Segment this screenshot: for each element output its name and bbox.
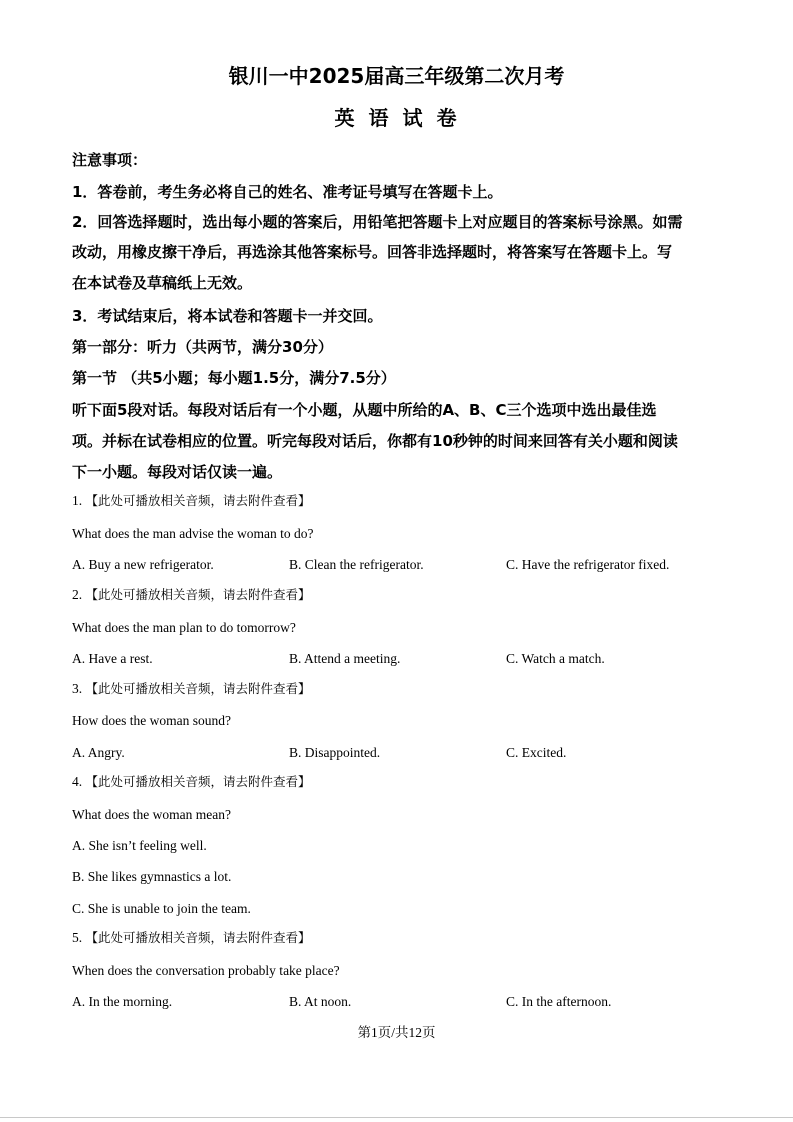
notice-item-3: 3．考试结束后，将本试卷和答题卡一并交回。 bbox=[72, 307, 383, 325]
subtitle-char: 试 bbox=[402, 106, 425, 130]
question-1-option-c: C. Have the refrigerator fixed. bbox=[506, 557, 670, 572]
exam-title: 银川一中2025届高三年级第二次月考 bbox=[228, 64, 565, 88]
question-3-header bbox=[72, 680, 311, 698]
audio-hint: 【此处可播放相关音频，请去附件查看】 bbox=[85, 930, 311, 945]
notice-item-2-line-1: 2．回答选择题时，选出每小题的答案后，用铅笔把答题卡上对应题目的答案标号涂黑。如需 bbox=[72, 213, 683, 231]
subtitle-char: 英 bbox=[334, 106, 357, 130]
question-3-stem: How does the woman sound? bbox=[72, 713, 231, 728]
notice-heading: 注意事项： bbox=[72, 151, 148, 169]
notice-item-1: 1．答卷前，考生务必将自己的姓名、准考证号填写在答题卡上。 bbox=[72, 183, 503, 201]
audio-hint: 【此处可播放相关音频，请去附件查看】 bbox=[85, 587, 311, 602]
question-4-option-a: A. She isn’t feeling well. bbox=[72, 838, 207, 853]
question-number: 2. bbox=[72, 587, 83, 602]
page-edge-divider bbox=[0, 1117, 793, 1118]
question-2-option-c: C. Watch a match. bbox=[506, 651, 605, 666]
page-number: 第1页/共12页 bbox=[357, 1025, 436, 1040]
instructions-line-1: 听下面5段对话。每段对话后有一个小题，从题中所给的A、B、C三个选项中选出最佳选 bbox=[72, 401, 657, 419]
instructions-line-2: 项。并标在试卷相应的位置。听完每段对话后，你都有10秒钟的时间来回答有关小题和阅读 bbox=[72, 432, 678, 450]
instructions-line-3: 下一小题。每段对话仅读一遍。 bbox=[72, 463, 283, 481]
question-2-option-b: B. Attend a meeting. bbox=[289, 651, 401, 666]
exam-subtitle bbox=[0, 106, 793, 130]
question-2-option-a: A. Have a rest. bbox=[72, 651, 153, 666]
question-1-option-b: B. Clean the refrigerator. bbox=[289, 557, 424, 572]
question-5-header bbox=[72, 929, 311, 947]
question-3-option-c: C. Excited. bbox=[506, 745, 567, 760]
question-4-header bbox=[72, 773, 311, 791]
audio-hint: 【此处可播放相关音频，请去附件查看】 bbox=[85, 681, 311, 696]
question-3-option-a: A. Angry. bbox=[72, 745, 125, 760]
question-4-stem: What does the woman mean? bbox=[72, 807, 231, 822]
audio-hint: 【此处可播放相关音频，请去附件查看】 bbox=[85, 774, 311, 789]
question-1-option-a: A. Buy a new refrigerator. bbox=[72, 557, 214, 572]
question-3-option-b: B. Disappointed. bbox=[289, 745, 381, 760]
audio-hint: 【此处可播放相关音频，请去附件查看】 bbox=[85, 493, 311, 508]
question-2-header bbox=[72, 586, 311, 604]
question-1-header bbox=[72, 492, 311, 510]
notice-item-2-line-3: 在本试卷及草稿纸上无效。 bbox=[72, 274, 253, 292]
section1-heading: 第一节 （共5小题；每小题1.5分，满分7.5分） bbox=[72, 369, 396, 387]
part1-heading: 第一部分：听力（共两节，满分30分） bbox=[72, 338, 333, 356]
question-5-stem: When does the conversation probably take place? bbox=[72, 963, 340, 978]
subtitle-char: 语 bbox=[368, 106, 391, 130]
question-number: 5. bbox=[72, 930, 83, 945]
question-number: 3. bbox=[72, 681, 83, 696]
subtitle-char: 卷 bbox=[436, 106, 459, 130]
question-5-option-a: A. In the morning. bbox=[72, 994, 173, 1009]
question-1-stem: What does the man advise the woman to do? bbox=[72, 526, 314, 541]
question-5-option-c: C. In the afternoon. bbox=[506, 994, 612, 1009]
question-2-stem: What does the man plan to do tomorrow? bbox=[72, 620, 296, 635]
notice-item-2-line-2: 改动，用橡皮擦干净后，再选涂其他答案标号。回答非选择题时，将答案写在答题卡上。写 bbox=[72, 243, 673, 261]
question-4-option-b: B. She likes gymnastics a lot. bbox=[72, 869, 232, 884]
question-number: 4. bbox=[72, 774, 83, 789]
question-5-option-b: B. At noon. bbox=[289, 994, 352, 1009]
question-4-option-c: C. She is unable to join the team. bbox=[72, 901, 251, 916]
question-number: 1. bbox=[72, 493, 83, 508]
